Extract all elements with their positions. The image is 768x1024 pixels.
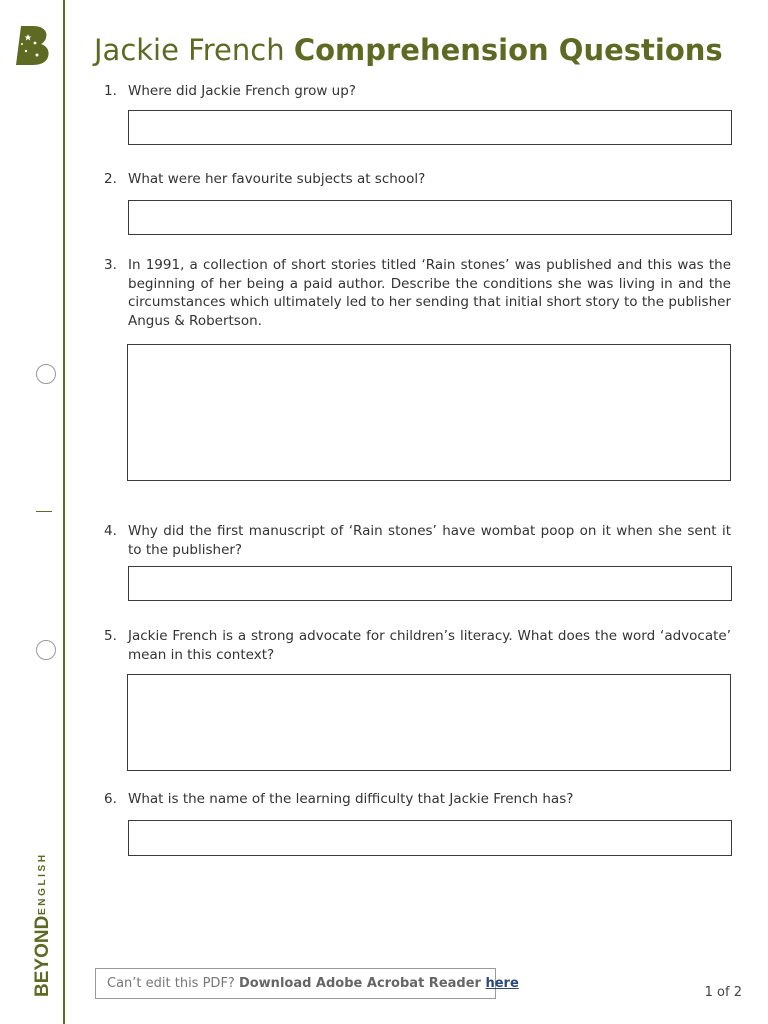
brand-english: ENGLISH [37, 852, 48, 915]
page-number: 1 of 2 [704, 985, 742, 1000]
answer-box-2[interactable] [128, 200, 732, 235]
title-author: Jackie French [94, 33, 294, 67]
question-5 [104, 627, 731, 664]
question-6 [104, 790, 731, 809]
question-number: 2. [104, 171, 117, 187]
question-text: In 1991, a collection of short stories titled ‘Rain stones’ was published and this was the beginning of her being a paid author. Describe the conditions she was living in and the circumstances which ultimately led to her sending that initial short story to the publisher Angus & Robertson. [128, 257, 731, 329]
acrobat-download-link[interactable]: here [485, 976, 519, 991]
beyond-english-wordmark [10, 840, 54, 1000]
brand-beyond: BEYOND [32, 915, 53, 997]
question-1 [104, 82, 731, 101]
question-number: 6. [104, 791, 117, 807]
punch-hole-bottom [36, 640, 56, 660]
title-subject: Comprehension Questions [293, 33, 723, 67]
question-2 [104, 170, 731, 189]
answer-box-6[interactable] [128, 820, 732, 856]
question-number: 1. [104, 83, 117, 99]
note-prefix: Can’t edit this PDF? [107, 976, 239, 991]
answer-box-5[interactable] [127, 674, 731, 771]
question-number: 5. [104, 628, 117, 644]
question-text: What were her favourite subjects at school? [128, 171, 426, 187]
question-text: What is the name of the learning difficulty that Jackie French has? [128, 791, 574, 807]
question-4 [104, 522, 731, 559]
beyond-logo-icon [14, 24, 52, 66]
question-number: 4. [104, 523, 117, 539]
answer-box-1[interactable] [128, 110, 732, 145]
question-text: Jackie French is a strong advocate for children’s literacy. What does the word ‘advocate’ mean in this context? [128, 628, 731, 663]
sidebar-divider [63, 0, 65, 1024]
page-title [94, 33, 723, 67]
punch-hole-top [36, 364, 56, 384]
answer-box-3[interactable] [127, 344, 731, 481]
acrobat-reader-note [95, 968, 519, 999]
fold-mark [36, 511, 52, 512]
question-3 [104, 256, 731, 330]
note-download-text: Download Adobe Acrobat Reader [238, 976, 486, 991]
question-text: Why did the first manuscript of ‘Rain stones’ have wombat poop on it when she sent it to the publisher? [128, 523, 731, 558]
question-number: 3. [104, 257, 117, 273]
question-text: Where did Jackie French grow up? [128, 83, 356, 99]
answer-box-4[interactable] [128, 566, 732, 601]
